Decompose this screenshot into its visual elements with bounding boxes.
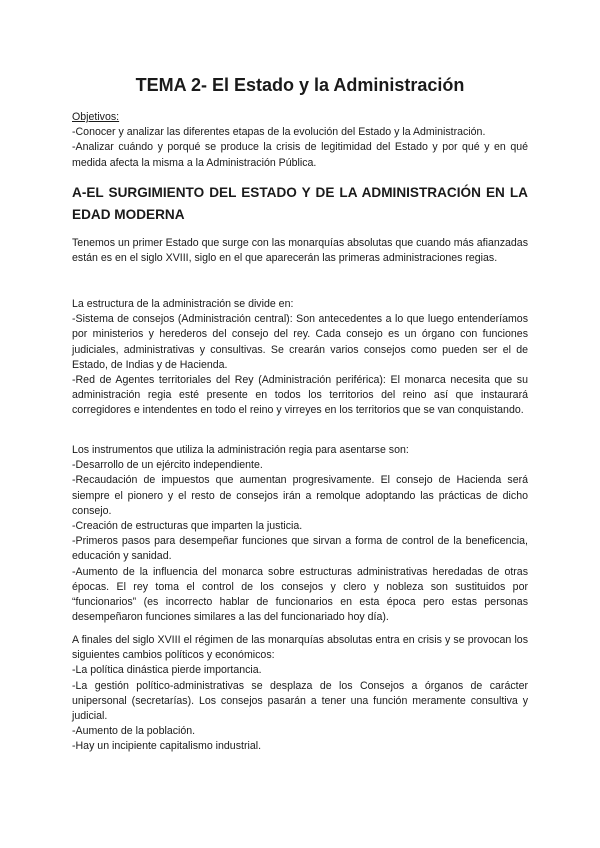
crisis-lead: A finales del siglo XVIII el régimen de las monarquías absolutas entra en crisis y se provocan los siguientes cambios políticos y económicos: [72, 634, 528, 662]
instrument-item: -Creación de estructuras que imparten la justicia. [72, 520, 303, 533]
structure-item: -Red de Agentes territoriales del Rey (Administración periférica): El monarca necesita que su administración regia esté presente en todos los territorios del reino así que instaurará corregidores e intendentes en todo el reino y virreyes en los territorios que se van conquistando. [72, 374, 528, 417]
crisis-item: -Aumento de la población. [72, 725, 196, 738]
objectives-block [72, 110, 528, 171]
intro-paragraph [72, 236, 528, 266]
instrument-item: -Aumento de la influencia del monarca sobre estructuras administrativas heredadas de otras épocas. El rey toma el control de los consejos y clero y nobleza son sustituidos por “funcionarios” (es incorrecto hablar de funcionarios en esta época pero estas personas desempeñaron funciones similares a las del funcionariado hoy día). [72, 565, 528, 624]
document-title: TEMA 2- El Estado y la Administración [135, 75, 465, 95]
structure-block [72, 297, 528, 419]
crisis-item: -La política dinástica pierde importancia. [72, 664, 262, 677]
objective-item: -Analizar cuándo y porqué se produce la crisis de legitimidad del Estado y por qué y en qué medida afecta la misma a la Administración Pública. [72, 141, 528, 169]
crisis-item: -La gestión político-administrativas se desplaza de los Consejos a órganos de carácter unipersonal (secretarías). Los consejos pasarán a tener una función meramente consultiva y judicial. [72, 679, 528, 723]
crisis-block [72, 633, 528, 755]
instruments-lead: Los instrumentos que utiliza la administración regia para asentarse son: [72, 444, 409, 456]
instruments-block [72, 443, 528, 625]
section-heading: A-EL SURGIMIENTO DEL ESTADO Y DE LA ADMINISTRACIÓN EN LA EDAD MODERNA [72, 185, 528, 222]
intro-text: Tenemos un primer Estado que surge con las monarquías absolutas que cuando más afianzadas están es en el siglo XVIII, siglo en el que aparecerán las primeras administraciones regias. [72, 237, 528, 265]
instrument-item: -Primeros pasos para desempeñar funciones que sirvan a forma de control de la beneficencia, educación y sanidad. [72, 535, 528, 563]
structure-item: -Sistema de consejos (Administración central): Son antecedentes a lo que luego entenderíamos por ministerios y herederos del consejo del rey. Cada consejo es un órgano con funciones judiciales, administrativas y consultivas. Se crearán varios consejos como pueden ser el de Estado, de Indias y de Hacienda. [72, 313, 528, 371]
objective-item: -Conocer y analizar las diferentes etapas de la evolución del Estado y la Administración. [72, 126, 486, 139]
instrument-item: -Desarrollo de un ejército independiente. [72, 459, 263, 472]
crisis-item: -Hay un incipiente capitalismo industrial. [72, 740, 262, 753]
structure-lead: La estructura de la administración se divide en: [72, 298, 294, 310]
instrument-item: -Recaudación de impuestos que aumentan progresivamente. El consejo de Hacienda será siempre el pionero y el resto de consejos irán a remolque adoptando las prácticas de dicho consejo. [72, 474, 528, 517]
objectives-label: Objetivos: [72, 111, 120, 123]
